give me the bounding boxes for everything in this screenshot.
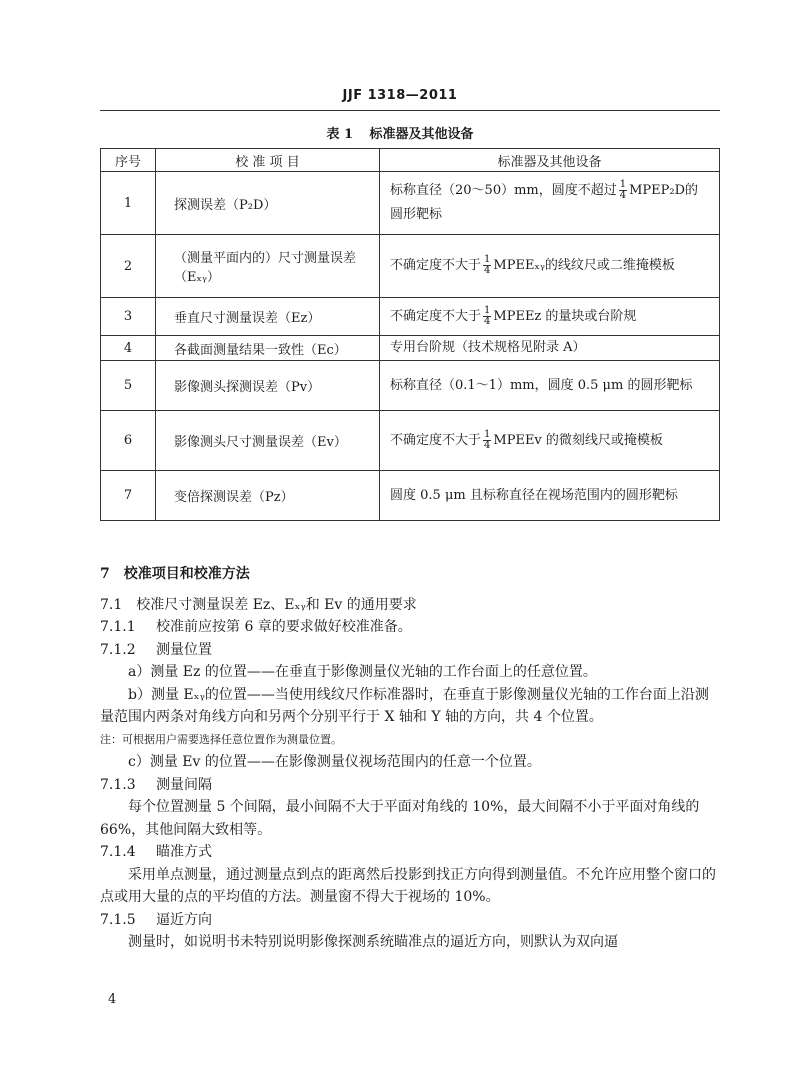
equipment-cell [380, 471, 720, 521]
col-equipment: 标准器及其他设备 [380, 149, 720, 172]
section-number: 7.1.2 [100, 641, 136, 658]
fraction [483, 255, 491, 276]
fraction-denominator: 4 [484, 439, 491, 451]
section-7-1-5 [100, 909, 722, 932]
section-7-1-3 [100, 774, 722, 797]
calibration-item: 垂直尺寸测量误差（Ez） [156, 298, 380, 336]
col-item: 校 准 项 目 [156, 149, 380, 172]
equipment-cell [380, 411, 720, 471]
fraction-numerator: 1 [619, 179, 627, 190]
table-row [101, 411, 720, 471]
table-row [101, 235, 720, 298]
equipment-table [100, 148, 720, 521]
section-7-1-4 [100, 841, 722, 864]
fraction-denominator: 4 [484, 265, 491, 276]
equipment-text: 标称直径（20～50）mm，圆度不超过 [390, 183, 617, 198]
fraction-numerator: 1 [484, 428, 491, 440]
section-number: 7.1.4 [100, 844, 136, 860]
row-number: 4 [101, 336, 156, 361]
section-number: 7.1.1 [100, 619, 136, 635]
fraction-denominator: 4 [619, 190, 627, 201]
item-c: c）测量 Ev 的位置——在影像测量仪视场范围内的任意一个位置。 [128, 754, 541, 770]
table-header-row [101, 149, 720, 172]
caption-label: 表 1 [326, 127, 354, 142]
section-7-heading: 7 校准项目和校准方法 [100, 566, 250, 582]
equipment-cell [380, 172, 720, 235]
section-7-1-1 [100, 616, 722, 639]
section-text: 瞄准方式 [156, 844, 212, 860]
row-number: 2 [101, 235, 156, 298]
calibration-item: 影像测头探测误差（Pv） [156, 361, 380, 411]
table-row [101, 172, 720, 235]
paragraph-7-1-5: 测量时，如说明书未特别说明影像探测系统瞄准点的逼近方向，则默认为双向逼 [128, 934, 618, 950]
header-rule [100, 110, 720, 111]
equipment-text: 专用台阶规（技术规格见附录 A） [390, 340, 586, 355]
row-number: 3 [101, 298, 156, 336]
paragraph-7-1-3: 每个位置测量 5 个间隔，最小间隔不大于平面对角线的 10%，最大间隔不小于平面对角线的 66%，其他间隔大致相等。 [100, 799, 700, 838]
table-row [101, 361, 720, 411]
section-7-1: 7.1 校准尺寸测量误差 Ez、Eₓᵧ和 Ev 的通用要求 [100, 596, 417, 613]
calibration-item: 各截面测量结果一致性（Ec） [156, 336, 380, 361]
section-text: 逼近方向 [156, 911, 212, 928]
item-b: b）测量 Eₓᵧ的位置——当使用线纹尺作标准器时，在垂直于影像测量仪光轴的工作台面上沿测量范围内两条对角线方向和另两个分别平行于 X 轴和 Y 轴的方向，共 4 个位置。 [100, 686, 709, 725]
item-a: a）测量 Ez 的位置——在垂直于影像测量仪光轴的工作台面上的任意位置。 [128, 664, 597, 680]
equipment-cell [380, 235, 720, 298]
fraction [483, 430, 491, 451]
fraction-numerator: 1 [484, 304, 491, 316]
section-7-1-2 [100, 639, 722, 662]
fraction [483, 306, 491, 327]
section-number: 7.1.5 [100, 911, 136, 928]
row-number: 1 [101, 172, 156, 235]
calibration-item: 变倍探测误差（Pz） [156, 471, 380, 521]
section-text: 测量位置 [156, 641, 212, 658]
table-row [101, 298, 720, 336]
table-caption [0, 123, 800, 142]
paragraph-7-1-4: 采用单点测量，通过测量点到点的距离然后投影到找正方向得到测量值。不允许应用整个窗口的点或用大量的点的平均值的方法。测量窗不得大于视场的 10%。 [100, 866, 716, 905]
equipment-text: 标称直径（0.1～1）mm，圆度 0.5 μm 的圆形靶标 [390, 377, 693, 393]
row-number: 5 [101, 361, 156, 411]
fraction-denominator: 4 [484, 315, 491, 327]
fraction-numerator: 1 [484, 254, 491, 265]
note: 注：可根据用户需要选择任意位置作为测量位置。 [100, 732, 342, 746]
row-number: 6 [101, 411, 156, 471]
document-code: JJF 1318—2011 [342, 88, 458, 103]
row-number: 7 [101, 471, 156, 521]
calibration-item: （测量平面内的）尺寸测量误差（Eₓᵧ） [156, 235, 380, 298]
section-number: 7.1.3 [100, 776, 136, 793]
page-number: 4 [108, 992, 117, 1007]
body-text [100, 563, 722, 954]
equipment-text: 不确定度不大于 [390, 308, 482, 324]
equipment-text-continued: MPEEv 的微刻线尺或掩模板 [493, 432, 663, 448]
equipment-cell [380, 298, 720, 336]
fraction [619, 180, 627, 201]
section-text: 测量间隔 [156, 776, 212, 793]
equipment-text: 不确定度不大于 [390, 258, 482, 273]
caption-title: 标准器及其他设备 [369, 127, 474, 142]
section-text: 校准前应按第 6 章的要求做好校准准备。 [156, 619, 412, 635]
col-no: 序号 [101, 149, 156, 172]
equipment-cell [380, 336, 720, 361]
equipment-text-continued: MPEEₓᵧ的线纹尺或二维掩模板 [493, 258, 675, 273]
calibration-item: 影像测头尺寸测量误差（Ev） [156, 411, 380, 471]
calibration-item: 探测误差（P₂D） [156, 172, 380, 235]
table-row [101, 471, 720, 521]
equipment-text-continued: MPEP₂D的圆形靶标 [390, 183, 699, 222]
equipment-text-continued: MPEEz 的量块或台阶规 [493, 308, 637, 324]
equipment-text: 圆度 0.5 μm 且标称直径在视场范围内的圆形靶标 [390, 487, 678, 503]
equipment-cell [380, 361, 720, 411]
table-row [101, 336, 720, 361]
equipment-text: 不确定度不大于 [390, 432, 482, 448]
